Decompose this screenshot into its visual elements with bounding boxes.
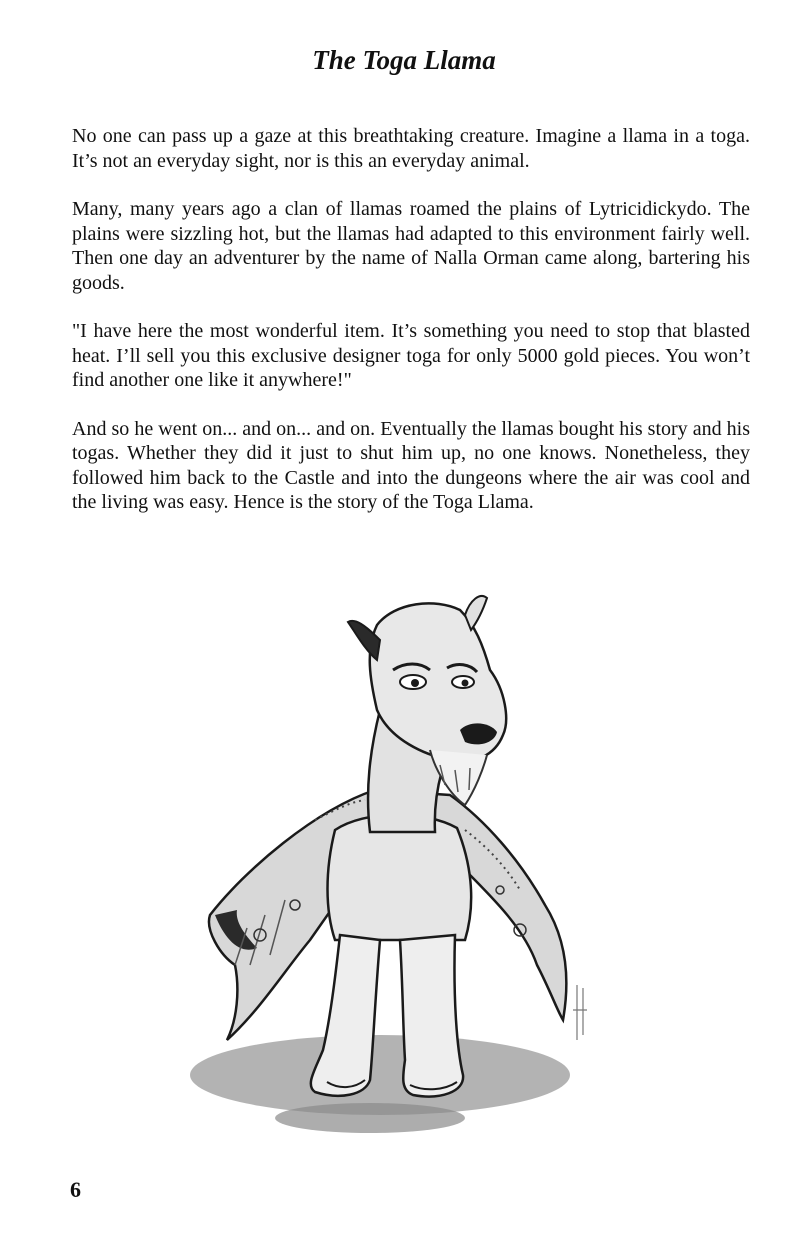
- page-number: 6: [70, 1177, 81, 1202]
- toga-llama-illustration-icon: [165, 570, 615, 1140]
- llama-body: [328, 815, 472, 940]
- paragraph-intro: No one can pass up a gaze at this breathtaking creature. Imagine a llama in a toga. It’s not an everyday sight, nor is this an everyday animal.: [72, 125, 750, 172]
- llama-ear-right: [465, 596, 487, 630]
- paragraph-sales-pitch: "I have here the most wonderful item. It’s something you need to stop that blasted heat. I’ll sell you this exclusive designer toga for only 5000 gold pieces. You won’t find another one like it anywhere!": [72, 320, 750, 391]
- llama-leg-right: [400, 935, 463, 1096]
- paragraph-conclusion: And so he went on... and on... and on. Eventually the llamas bought his story and his togas. Whether they did it just to shut him up, no one knows. Nonetheless, they followed him back to the Castle and into the dungeons where the air was cool and the living was easy. Hence is the story of the Toga Llama.: [72, 417, 750, 513]
- llama-leg-left: [311, 935, 380, 1096]
- paragraph-history: Many, many years ago a clan of llamas roamed the plains of Lytricidickydo. The plains were sizzling hot, but the llamas had adapted to this environment fairly well. Then one day an adventurer by the name of Nalla Orman came along, bartering his goods.: [72, 198, 750, 294]
- body-text: [72, 124, 750, 539]
- ground-shadow: [190, 1035, 570, 1115]
- page-title: The Toga Llama: [312, 45, 496, 75]
